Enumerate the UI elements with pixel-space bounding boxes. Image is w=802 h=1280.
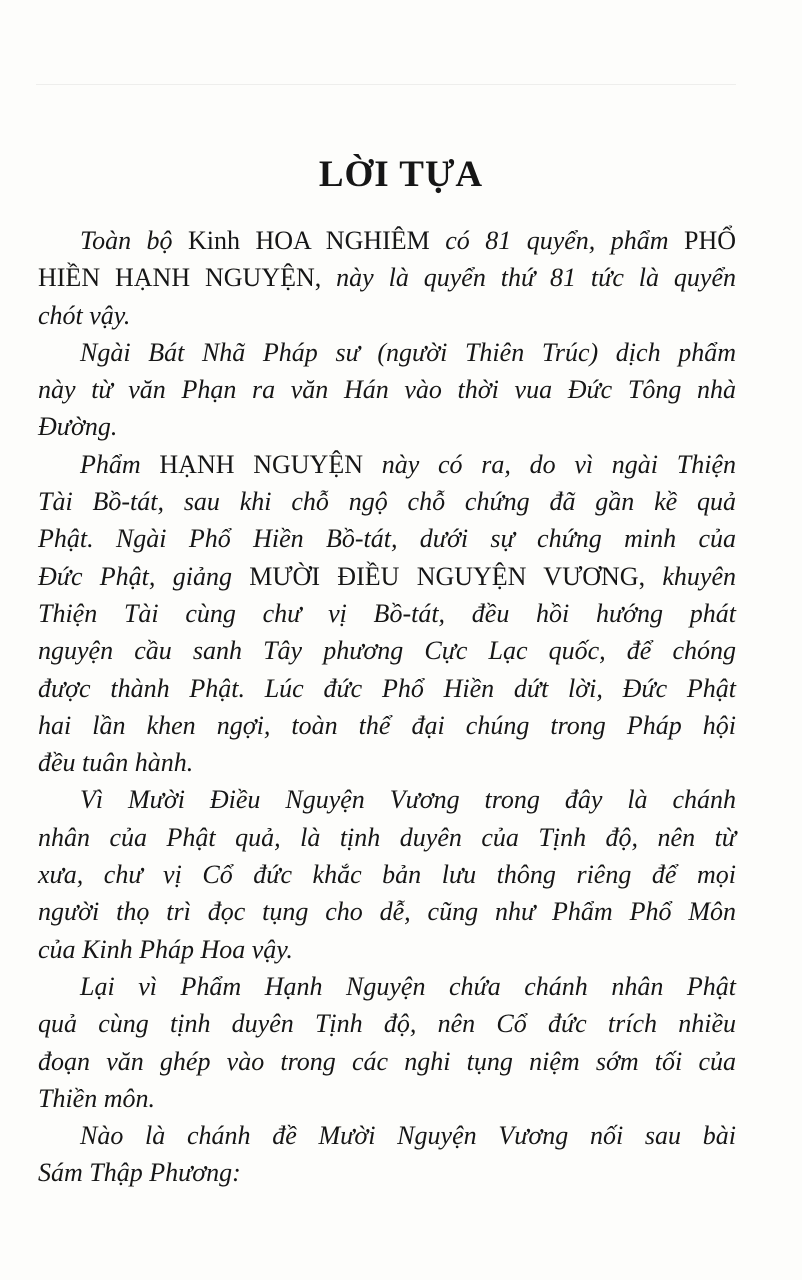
text-segment: quả cùng tịnh duyên Tịnh độ, nên Cổ đức trích nhiều — [38, 1009, 736, 1039]
paragraph — [38, 968, 736, 1117]
text-line — [38, 1043, 736, 1080]
text-segment: này có ra, do vì ngài Thiện — [381, 449, 736, 479]
text-line — [38, 408, 736, 445]
text-line — [38, 968, 736, 1005]
text-segment: Toàn bộ — [80, 226, 188, 255]
text-segment: Phẩm — [80, 449, 160, 479]
text-line — [38, 297, 736, 334]
text-segment: người thọ trì đọc tụng cho dễ, cũng như Phẩm Phổ Môn — [38, 897, 736, 927]
text-line — [38, 893, 736, 930]
text-line — [38, 334, 736, 371]
text-segment: được thành Phật. Lúc đức Phổ Hiền dứt lời, Đức Phật — [38, 673, 736, 703]
text-line — [38, 558, 736, 595]
text-segment: khuyên — [662, 561, 737, 591]
text-line — [38, 1117, 736, 1154]
text-line — [38, 371, 736, 408]
text-line — [38, 259, 736, 296]
text-segment: nguyện cầu sanh Tây phương Cực Lạc quốc, để chóng — [38, 636, 736, 666]
text-line — [38, 670, 736, 707]
text-segment: Đức Phật, giảng — [38, 561, 250, 591]
paragraph — [38, 446, 736, 782]
text-line — [38, 483, 736, 520]
text-segment: đoạn văn ghép vào trong các nghi tụng niệm sớm tối của — [38, 1046, 736, 1076]
paragraph — [38, 222, 736, 334]
text-line — [38, 819, 736, 856]
text-segment: Kinh HOA NGHIÊM — [188, 226, 446, 255]
text-segment: nhân của Phật quả, là tịnh duyên của Tịnh độ, nên từ — [38, 822, 736, 852]
text-line — [38, 1005, 736, 1042]
text-segment: Vì Mười Điều Nguyện Vương trong đây là chánh — [80, 785, 736, 815]
text-segment: HIỀN HẠNH NGUYỆN, — [38, 263, 337, 293]
text-line — [38, 707, 736, 744]
text-line — [38, 856, 736, 893]
text-segment: này từ văn Phạn ra văn Hán vào thời vua Đức Tông nhà — [38, 375, 736, 405]
text-segment: HẠNH NGUYỆN — [159, 449, 382, 479]
text-segment: hai lần khen ngợi, toàn thể đại chúng trong Pháp hội — [38, 710, 736, 740]
text-line — [38, 744, 736, 781]
text-segment: Thiền môn. — [38, 1083, 155, 1113]
text-segment: chót vậy. — [38, 300, 131, 330]
text-segment: của Kinh Pháp Hoa vậy. — [38, 934, 293, 964]
text-segment: Thiện Tài cùng chư vị Bồ-tát, đều hồi hướng phát — [38, 598, 736, 628]
bleed-through-header-rule — [36, 84, 736, 85]
text-line — [38, 1080, 736, 1117]
text-segment: xưa, chư vị Cổ đức khắc bản lưu thông riêng để mọi — [38, 860, 736, 890]
text-segment: PHỔ — [684, 226, 737, 255]
text-segment: Phật. Ngài Phổ Hiền Bồ-tát, dưới sự chứng minh của — [38, 524, 736, 554]
paragraph — [38, 1117, 736, 1192]
text-line — [38, 520, 736, 557]
text-segment: Tài Bồ-tát, sau khi chỗ ngộ chỗ chứng đã gần kề quả — [38, 487, 736, 517]
text-line — [38, 781, 736, 818]
paragraph — [38, 334, 736, 446]
text-segment: Sám Thập Phương: — [38, 1158, 241, 1188]
text-segment: này là quyển thứ 81 tức là quyển — [336, 263, 736, 293]
text-segment: đều tuân hành. — [38, 748, 194, 778]
text-segment: Lại vì Phẩm Hạnh Nguyện chứa chánh nhân Phật — [80, 971, 736, 1001]
text-segment: có 81 quyển, phẩm — [445, 226, 684, 255]
text-line — [38, 632, 736, 669]
text-segment: MƯỜI ĐIỀU NGUYỆN VƯƠNG, — [249, 561, 663, 591]
text-segment: Nào là chánh đề Mười Nguyện Vương nối sau bài — [80, 1121, 736, 1151]
preface-body — [38, 222, 736, 1192]
text-line — [38, 595, 736, 632]
text-line — [38, 1154, 736, 1191]
text-segment: Ngài Bát Nhã Pháp sư (người Thiên Trúc) dịch phẩm — [80, 337, 736, 367]
text-line — [38, 222, 736, 259]
paragraph — [38, 781, 736, 967]
text-line — [38, 446, 736, 483]
page-title: LỜI TỰA — [318, 153, 484, 195]
text-line — [38, 931, 736, 968]
text-segment: Đường. — [38, 412, 118, 442]
